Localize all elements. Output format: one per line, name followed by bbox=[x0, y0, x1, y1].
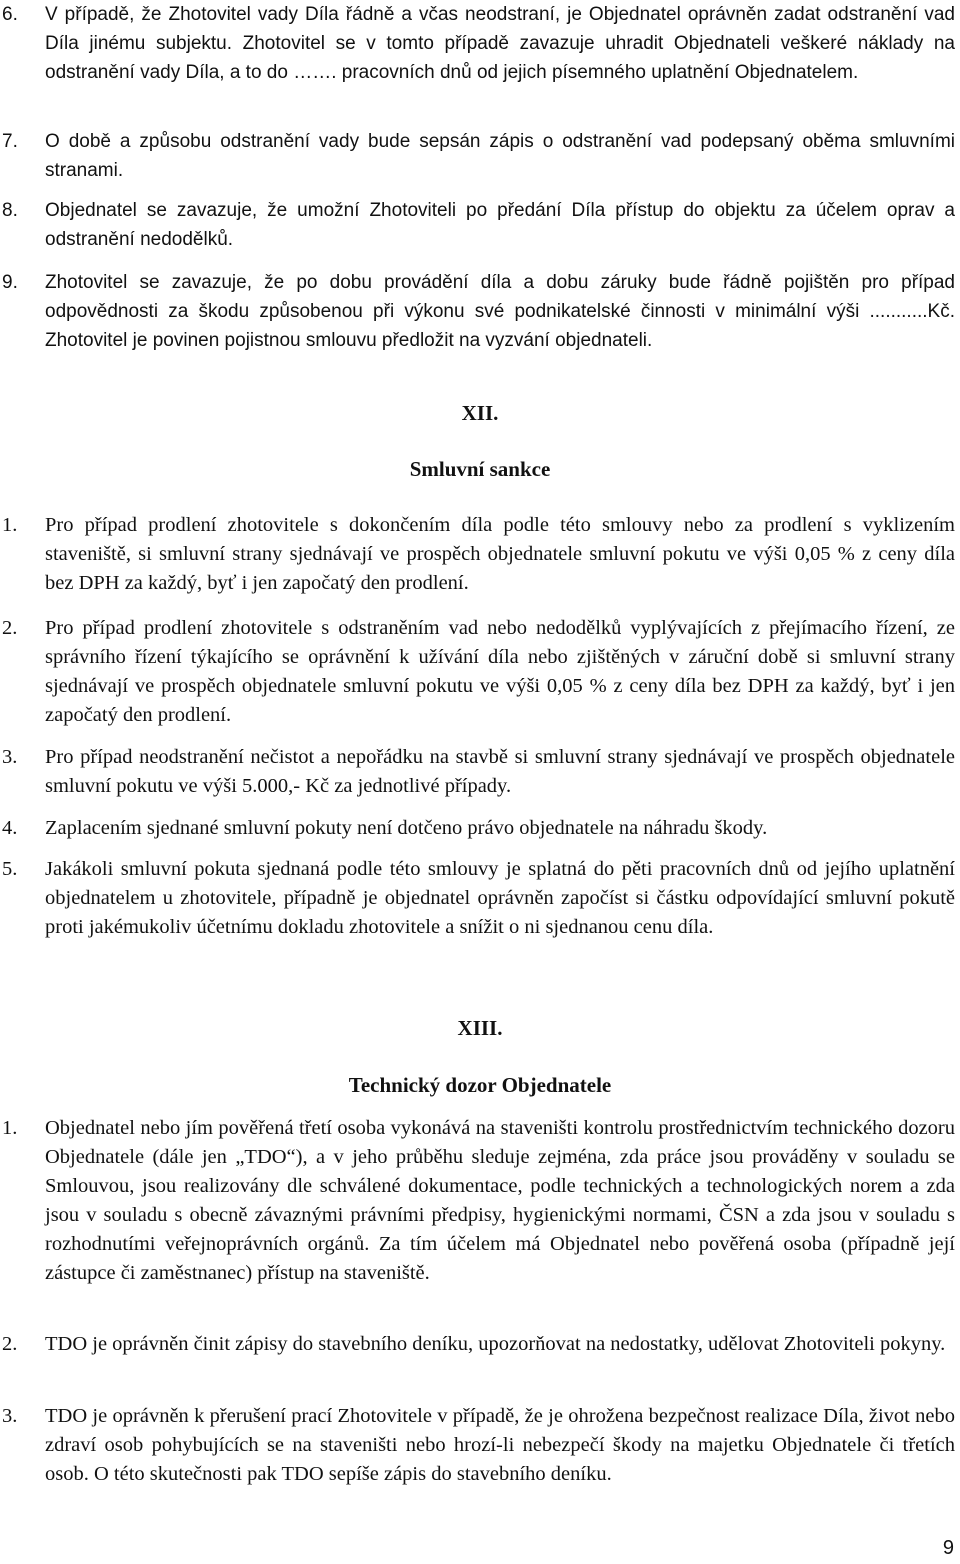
item-text: Pro případ prodlení zhotovitele s dokončením díla podle této smlouvy nebo za prodlení s vyklizením staveniště, si smluvní strany sjednávají ve prospěch objednatele smluvní pokutu ve výši 0,05 % z ceny díla bez DPH za každý, byť i jen započatý den prodlení. bbox=[45, 514, 955, 594]
section-number: XII. bbox=[461, 401, 499, 425]
item-number: 7. bbox=[2, 131, 18, 152]
item-number: 5. bbox=[2, 858, 18, 880]
item-text: Zhotovitel se zavazuje, že po dobu provádění díla a dobu záruky bude řádně pojištěn pro případ odpovědnosti za škodu způsobenou při výkonu své podnikatelské činnosti v minimální výši ...........Kč. Zhotovitel je povinen pojistnou smlouvu předložit na vyzvání objednateli. bbox=[45, 272, 955, 351]
item-text: TDO je oprávněn činit zápisy do stavebního deníku, upozorňovat na nedostatky, udělovat Zhotoviteli pokyny. bbox=[45, 1333, 946, 1355]
item-text: O době a způsobu odstranění vady bude sepsán zápis o odstranění vad podepsaný oběma smluvními stranami. bbox=[45, 131, 955, 181]
item-text: Zaplacením sjednané smluvní pokuty není dotčeno právo objednatele na náhradu škody. bbox=[45, 817, 768, 839]
item-number: 2. bbox=[2, 1333, 18, 1355]
item-number: 9. bbox=[2, 272, 18, 293]
item-text: Pro případ prodlení zhotovitele s odstraněním vad nebo nedodělků vyplývajících z přejímacího řízení, ze správního řízení týkajícího se oprávnění k užívání díla nebo zjištěných v záruční době si smluvní strany sjednávají ve prospěch objednatele smluvní pokutu ve výši 0,05 % z ceny díla bez DPH za každý, byť i jen započatý den prodlení. bbox=[45, 617, 955, 726]
item-text: Objednatel nebo jím pověřená třetí osoba vykonává na staveništi kontrolu prostřednictvím technického dozoru Objednatele (dále jen „TDO“), a v jeho průběhu sleduje zejména, zda práce jsou prováděny v souladu se Smlouvou, jsou realizovány dle schválené dokumentace, podle technických a technologických norem a zda jsou v souladu s obecně závaznými právními předpisy, hygienickými normami, ČSN a zda jsou v souladu s rozhodnutími veřejnoprávních orgánů. Za tím účelem má Objednatel nebo pověřená osoba (případně její zástupce či zaměstnanec) přístup na staveniště. bbox=[45, 1117, 955, 1284]
item-number: 3. bbox=[2, 746, 18, 768]
item-number: 6. bbox=[2, 4, 18, 25]
section-title: Technický dozor Objednatele bbox=[348, 1073, 612, 1097]
item-text: Objednatel se zavazuje, že umožní Zhotoviteli po předání Díla přístup do objektu za účelem oprav a odstranění nedodělků. bbox=[45, 200, 955, 250]
item-text: TDO je oprávněn k přerušení prací Zhotovitele v případě, že je ohrožena bezpečnost realizace Díla, život nebo zdraví osob pohybujících se na staveništi nebo hrozí-li nebezpečí škody na majetku Objednatele či třetích osob. O této skutečnosti pak TDO sepíše zápis do stavebního deníku. bbox=[45, 1405, 955, 1485]
item-number: 1. bbox=[2, 1117, 18, 1139]
item-number: 4. bbox=[2, 817, 18, 839]
page-number: 9 bbox=[942, 1537, 954, 1559]
item-number: 8. bbox=[2, 200, 18, 221]
item-number: 2. bbox=[2, 617, 18, 639]
section-number: XIII. bbox=[457, 1016, 503, 1040]
item-text: Jakákoli smluvní pokuta sjednaná podle této smlouvy je splatná do pěti pracovních dnů od jejího uplatnění objednatelem u zhotovitele, případně je objednatel oprávněn započíst si částku odpovídající smluvní pokutě proti jakémukoliv účetnímu dokladu zhotovitele a snížit o ni sjednanou cenu díla. bbox=[45, 858, 955, 938]
item-number: 3. bbox=[2, 1405, 18, 1427]
item-text: Pro případ neodstranění nečistot a nepořádku na stavbě si smluvní strany sjednávají ve prospěch objednatele smluvní pokutu ve výši 5.000,- Kč za jednotlivé případy. bbox=[45, 746, 955, 797]
item-number: 1. bbox=[2, 514, 18, 536]
item-text: V případě, že Zhotovitel vady Díla řádně a včas neodstraní, je Objednatel oprávněn zadat odstranění vad Díla jinému subjektu. Zhotovitel se v tomto případě zavazuje uhradit Objednateli veškeré náklady na odstranění vady Díla, a to do ……. pracovních dnů od jejich písemného uplatnění Objednatelem. bbox=[45, 4, 955, 83]
section-title: Smluvní sankce bbox=[409, 457, 551, 481]
